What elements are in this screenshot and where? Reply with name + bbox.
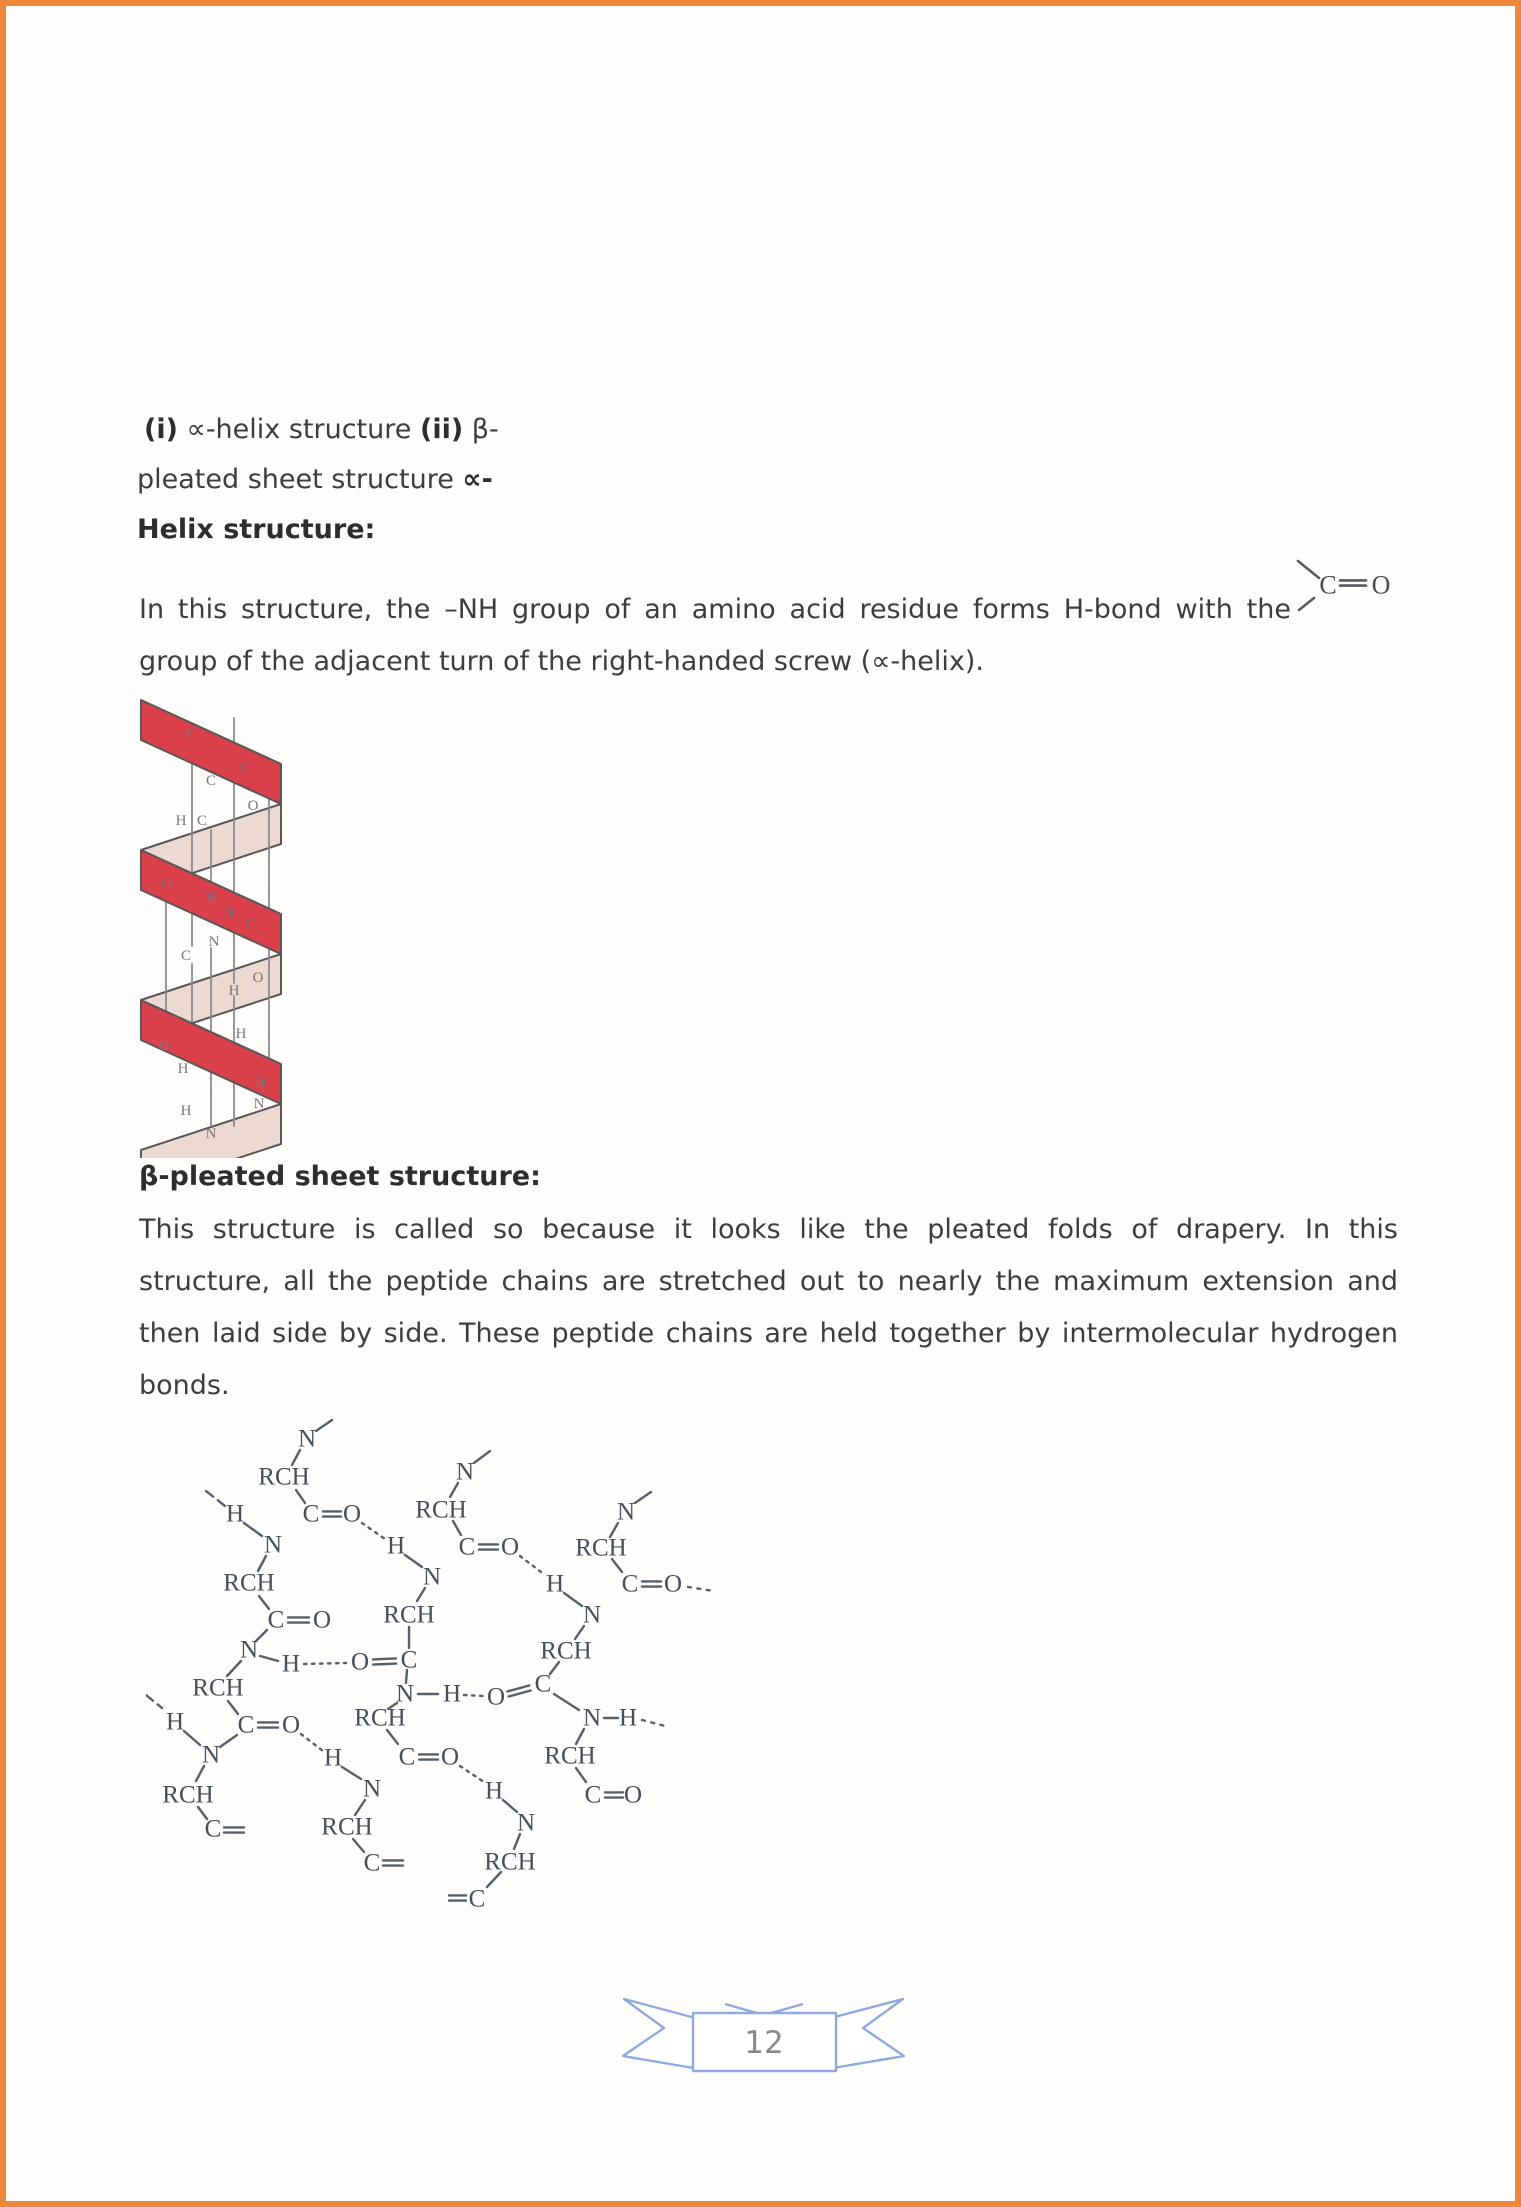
- svg-text:N: N: [255, 1075, 267, 1091]
- svg-text:H: H: [225, 1500, 245, 1528]
- svg-text:C: C: [204, 1815, 222, 1843]
- svg-text:N: N: [239, 1636, 259, 1664]
- svg-text:N: N: [616, 1498, 636, 1526]
- svg-text:N: N: [205, 1126, 217, 1142]
- svg-text:H: H: [442, 1680, 462, 1708]
- svg-text:O: O: [500, 1533, 520, 1561]
- svg-text:C: C: [1319, 570, 1337, 600]
- svg-text:H: H: [235, 1026, 247, 1042]
- svg-text:O: O: [350, 1648, 370, 1676]
- svg-text:C: C: [196, 813, 208, 829]
- svg-text:O: O: [486, 1683, 506, 1711]
- alpha-paragraph-line-1: In this structure, the –NH group of an amino acid residue forms H-bond with the: [139, 594, 1291, 625]
- svg-text:O: O: [247, 798, 259, 814]
- svg-text:H: H: [323, 1744, 343, 1772]
- svg-text:O: O: [342, 1500, 362, 1528]
- svg-text:RCH: RCH: [484, 1848, 536, 1876]
- svg-text:C: C: [621, 1570, 639, 1598]
- svg-text:O: O: [663, 1570, 683, 1598]
- svg-text:RCH: RCH: [415, 1496, 467, 1524]
- svg-text:H: H: [177, 1061, 189, 1077]
- svg-text:C: C: [398, 1743, 416, 1771]
- svg-text:C: C: [458, 1533, 476, 1561]
- svg-text:H: H: [165, 1708, 185, 1736]
- svg-text:N: N: [263, 1531, 283, 1559]
- svg-text:N: N: [253, 1096, 265, 1112]
- alpha-helix-figure: [129, 678, 314, 1158]
- ribbon-left-wing: [623, 1999, 699, 2069]
- svg-text:N: N: [455, 1458, 475, 1486]
- svg-text:O: O: [1371, 570, 1391, 600]
- svg-text:C: C: [245, 916, 257, 932]
- svg-text:H: H: [484, 1777, 504, 1805]
- intro-roman-ii: (ii): [419, 414, 464, 445]
- svg-text:H: H: [386, 1532, 406, 1560]
- svg-text:N: N: [223, 905, 235, 921]
- beta-paragraph-line-1: This structure is called so because it looks like the pleated folds of drapery. In this: [139, 1214, 1398, 1245]
- svg-text:C: C: [584, 1781, 602, 1809]
- svg-text:N: N: [582, 1601, 602, 1629]
- alpha-paragraph-line-2: group of the adjacent turn of the right-handed screw (∝-helix).: [139, 646, 984, 677]
- page-number-ribbon: [613, 1991, 913, 2111]
- svg-text:O: O: [160, 876, 172, 892]
- beta-sheet-paragraph: [139, 1204, 1398, 1412]
- svg-text:RCH: RCH: [223, 1569, 275, 1597]
- svg-text:N: N: [422, 1563, 442, 1591]
- beta-sheet-heading: β-pleated sheet structure:: [139, 1161, 541, 1192]
- beta-paragraph-line-4: bonds.: [139, 1370, 230, 1401]
- page-number: 12: [744, 2025, 784, 2061]
- svg-text:O: O: [440, 1743, 460, 1771]
- svg-text:N: N: [297, 1425, 317, 1453]
- svg-text:O: O: [158, 1038, 170, 1054]
- svg-text:H: H: [545, 1570, 565, 1598]
- svg-text:H: H: [618, 1704, 638, 1732]
- svg-text:O: O: [623, 1781, 643, 1809]
- svg-text:RCH: RCH: [321, 1813, 373, 1841]
- svg-text:N: N: [582, 1704, 602, 1732]
- svg-text:C: C: [240, 760, 252, 776]
- svg-text:C: C: [186, 726, 198, 742]
- intro-block: [137, 405, 837, 555]
- alpha-helix-paragraph: [139, 584, 1291, 688]
- svg-text:C: C: [363, 1849, 381, 1877]
- svg-text:RCH: RCH: [575, 1534, 627, 1562]
- svg-text:N: N: [208, 934, 220, 950]
- svg-text:O: O: [312, 1606, 332, 1634]
- svg-text:N: N: [201, 1741, 221, 1769]
- svg-text:H: H: [180, 1103, 192, 1119]
- svg-text:RCH: RCH: [540, 1637, 592, 1665]
- svg-text:C: C: [180, 948, 192, 964]
- svg-text:RCH: RCH: [383, 1601, 435, 1629]
- intro-line-2: pleated sheet structure ∝-: [137, 464, 493, 495]
- svg-text:O: O: [252, 970, 264, 986]
- svg-text:N: N: [516, 1809, 536, 1837]
- svg-text:C: C: [267, 1606, 285, 1634]
- alpha-helix-heading: Helix structure:: [137, 514, 376, 545]
- svg-text:C: C: [302, 1500, 320, 1528]
- svg-text:RCH: RCH: [354, 1704, 406, 1732]
- beta-sheet-figure: [146, 1411, 731, 1921]
- svg-text:RCH: RCH: [192, 1674, 244, 1702]
- svg-text:RCH: RCH: [544, 1742, 596, 1770]
- svg-text:H: H: [281, 1650, 301, 1678]
- svg-text:C: C: [468, 1885, 486, 1913]
- intro-line-1: (i) ∝-helix structure (ii) β-: [144, 414, 499, 445]
- svg-text:C: C: [534, 1670, 552, 1698]
- svg-text:C: C: [205, 773, 217, 789]
- svg-text:H: H: [175, 813, 187, 829]
- svg-text:N: N: [395, 1680, 415, 1708]
- svg-text:C: C: [237, 1711, 255, 1739]
- svg-text:C: C: [400, 1646, 418, 1674]
- beta-paragraph-line-3: then laid side by side. These peptide chains are held together by intermolecular hydrogen: [139, 1318, 1398, 1349]
- svg-text:N: N: [362, 1775, 382, 1803]
- svg-text:O: O: [281, 1711, 301, 1739]
- carbonyl-group-figure: [1294, 554, 1404, 619]
- ribbon-right-wing: [827, 1999, 904, 2069]
- intro-roman-i: (i): [144, 414, 178, 445]
- beta-paragraph-line-2: structure, all the peptide chains are stretched out to nearly the maximum extension and: [139, 1266, 1398, 1297]
- svg-text:H: H: [205, 890, 217, 906]
- svg-text:RCH: RCH: [162, 1781, 214, 1809]
- svg-text:H: H: [228, 983, 240, 999]
- svg-text:RCH: RCH: [258, 1463, 310, 1491]
